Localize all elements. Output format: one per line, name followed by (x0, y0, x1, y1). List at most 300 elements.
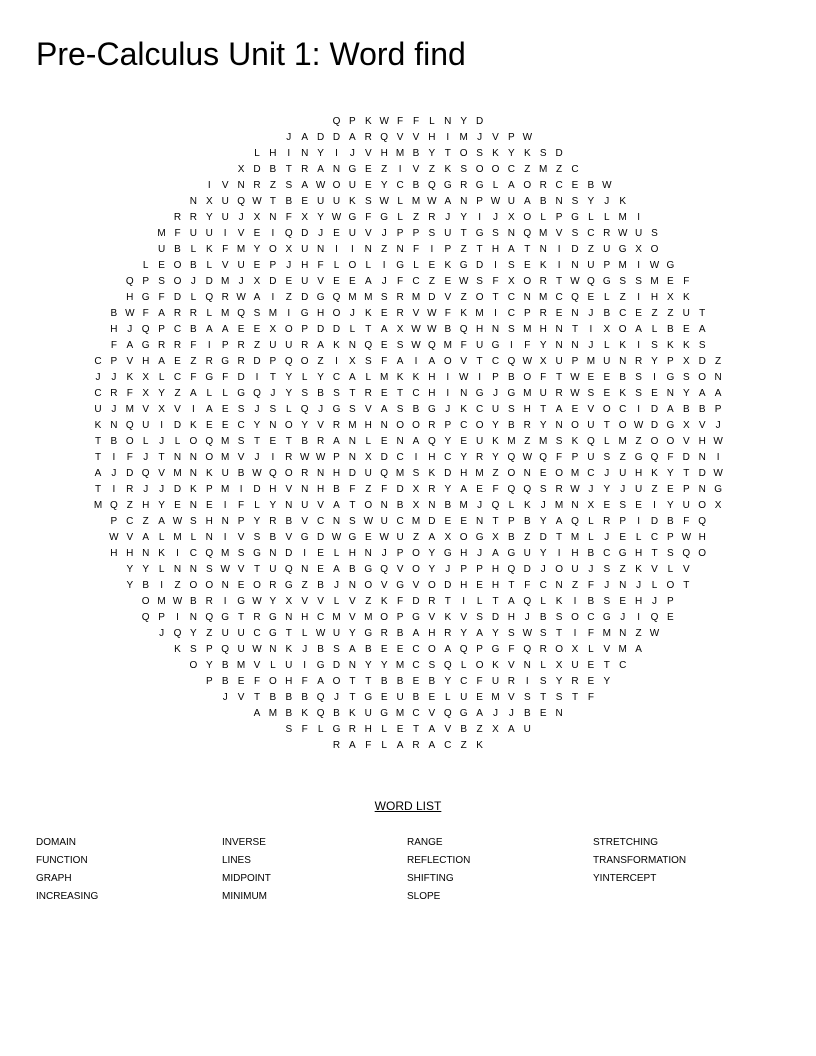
grid-letter: M (221, 452, 230, 463)
grid-letter: B (380, 676, 388, 687)
grid-letter: N (555, 340, 563, 351)
grid-letter: Q (125, 276, 134, 287)
grid-letter: N (555, 324, 563, 335)
grid-letter: X (412, 484, 420, 495)
grid-letter: S (667, 548, 674, 559)
grid-letter: F (126, 452, 133, 463)
grid-letter: L (254, 500, 260, 511)
grid-letter: I (637, 516, 640, 527)
grid-letter: K (174, 644, 181, 655)
grid-letter: J (540, 564, 546, 575)
grid-letter: I (414, 356, 418, 367)
grid-letter: U (332, 196, 341, 207)
grid-letter: V (126, 356, 134, 367)
grid-letter: P (333, 452, 340, 463)
grid-letter: E (221, 420, 229, 431)
grid-letter: Q (364, 340, 373, 351)
grid-letter: G (284, 580, 293, 591)
grid-row (0, 402, 816, 418)
grid-letter: O (698, 372, 707, 383)
grid-letter: J (254, 404, 260, 415)
grid-letter: R (555, 484, 563, 495)
grid-letter: U (269, 564, 277, 575)
grid-letter: I (112, 484, 116, 495)
grid-letter: N (189, 196, 197, 207)
grid-letter: A (333, 564, 340, 575)
grid-letter: B (523, 708, 531, 719)
grid-letter: M (475, 308, 484, 319)
grid-letter: J (493, 388, 498, 399)
grid-letter: A (444, 196, 452, 207)
grid-letter: C (587, 468, 595, 479)
grid-letter: Q (507, 484, 516, 495)
grid-letter: N (555, 196, 563, 207)
grid-letter: L (349, 324, 356, 335)
grid-letter: J (111, 404, 117, 415)
grid-letter: E (174, 356, 181, 367)
grid-letter: K (428, 468, 436, 479)
grid-letter: Y (142, 564, 150, 575)
grid-letter: I (430, 244, 434, 255)
grid-letter: O (555, 564, 563, 575)
grid-letter: P (571, 452, 579, 463)
grid-letter: Y (492, 628, 499, 639)
grid-letter: Q (523, 484, 532, 495)
grid-letter: Q (571, 292, 579, 303)
grid-letter: A (221, 324, 229, 335)
grid-letter: H (491, 244, 500, 255)
grid-letter: O (475, 164, 484, 175)
grid-letter: G (316, 660, 325, 671)
grid-letter: F (492, 484, 499, 495)
grid-letter: G (602, 276, 611, 287)
grid-row (0, 354, 816, 370)
grid-letter: I (255, 372, 259, 383)
grid-letter: Y (492, 420, 499, 431)
grid-letter: G (300, 308, 309, 319)
grid-letter: E (380, 308, 388, 319)
grid-letter: E (460, 516, 468, 527)
grid-letter: D (428, 516, 436, 527)
grid-letter: N (571, 500, 579, 511)
grid-letter: K (205, 468, 213, 479)
grid-letter: C (316, 516, 325, 527)
grid-letter: G (348, 532, 357, 543)
grid-letter: K (301, 708, 309, 719)
grid-letter: Q (650, 612, 659, 623)
grid-letter: A (635, 644, 642, 655)
grid-letter: O (269, 244, 277, 255)
grid-letter: T (556, 372, 563, 383)
grid-letter: R (205, 356, 213, 367)
grid-letter: K (460, 404, 468, 415)
grid-letter: O (348, 260, 357, 271)
grid-letter: J (318, 228, 324, 239)
grid-letter: V (508, 660, 515, 671)
grid-letter: I (287, 308, 291, 319)
grid-letter: E (651, 388, 658, 399)
grid-letter: B (364, 644, 372, 655)
grid-letter: S (412, 468, 420, 479)
word-list-item: STRETCHING (593, 837, 658, 848)
grid-letter: J (111, 372, 117, 383)
grid-letter: M (411, 516, 421, 527)
grid-row (0, 258, 816, 274)
grid-letter: H (634, 596, 643, 607)
grid-letter: U (332, 628, 341, 639)
grid-letter: P (396, 548, 404, 559)
grid-letter: P (396, 612, 404, 623)
grid-letter: N (475, 516, 484, 527)
grid-letter: U (348, 228, 356, 239)
grid-letter: N (396, 436, 404, 447)
grid-letter: F (524, 340, 531, 351)
grid-letter: G (364, 564, 373, 575)
grid-letter: D (253, 164, 261, 175)
grid-letter: X (285, 244, 293, 255)
grid-letter: C (126, 516, 134, 527)
grid-letter: C (555, 180, 563, 191)
grid-letter: I (160, 580, 163, 591)
grid-letter: L (651, 580, 658, 591)
grid-row (0, 210, 816, 226)
grid-row (0, 706, 816, 722)
grid-letter: U (619, 468, 627, 479)
grid-letter: W (602, 180, 612, 191)
grid-letter: A (126, 340, 134, 351)
grid-letter: J (604, 532, 610, 543)
grid-letter: C (396, 452, 404, 463)
grid-letter: Z (524, 532, 531, 543)
grid-letter: B (508, 532, 515, 543)
grid-letter: T (508, 580, 515, 591)
grid-letter: B (190, 596, 197, 607)
grid-letter: J (318, 404, 324, 415)
grid-letter: F (508, 644, 515, 655)
grid-letter: T (540, 404, 547, 415)
grid-letter: W (411, 324, 421, 335)
grid-letter: W (220, 564, 230, 575)
grid-letter: W (331, 212, 342, 223)
grid-row (0, 290, 816, 306)
grid-letter: O (428, 644, 436, 655)
grid-letter: Q (205, 548, 214, 559)
grid-letter: O (507, 468, 516, 479)
grid-letter: L (397, 212, 403, 223)
grid-letter: I (446, 132, 450, 143)
grid-letter: H (571, 548, 579, 559)
grid-letter: Y (460, 628, 468, 639)
grid-letter: V (221, 180, 229, 191)
grid-row (0, 130, 816, 146)
grid-letter: B (317, 644, 324, 655)
grid-letter: E (396, 724, 404, 735)
grid-letter: S (428, 228, 436, 239)
grid-letter: L (588, 532, 594, 543)
grid-letter: N (237, 180, 245, 191)
grid-row (0, 594, 816, 610)
grid-letter: W (617, 228, 628, 239)
grid-letter: K (635, 564, 642, 575)
grid-letter: Y (126, 564, 134, 575)
grid-row (0, 386, 816, 402)
grid-letter: S (539, 676, 547, 687)
grid-letter: X (396, 324, 404, 335)
grid-letter: W (633, 420, 644, 431)
grid-letter: G (443, 180, 452, 191)
grid-letter: R (126, 484, 134, 495)
grid-letter: A (412, 436, 420, 447)
grid-letter: F (381, 356, 388, 367)
grid-letter: B (396, 676, 404, 687)
grid-letter: N (523, 292, 531, 303)
grid-letter: Q (221, 644, 230, 655)
grid-letter: S (476, 148, 483, 159)
grid-letter: J (604, 196, 610, 207)
grid-letter: M (268, 308, 278, 319)
grid-letter: H (475, 324, 484, 335)
grid-letter: B (587, 596, 595, 607)
grid-letter: U (348, 180, 356, 191)
grid-letter: E (380, 644, 388, 655)
grid-letter: C (253, 628, 261, 639)
grid-letter: Z (619, 452, 626, 463)
grid-letter: Z (317, 356, 324, 367)
grid-letter: O (332, 180, 341, 191)
grid-letter: B (301, 436, 309, 447)
grid-letter: Q (539, 452, 548, 463)
grid-letter: I (573, 596, 577, 607)
grid-letter: M (173, 468, 182, 479)
grid-letter: T (269, 196, 276, 207)
grid-letter: P (221, 340, 229, 351)
grid-letter: U (94, 404, 102, 415)
grid-letter: M (332, 612, 341, 623)
grid-letter: S (349, 516, 356, 527)
grid-letter: M (459, 132, 468, 143)
grid-letter: P (301, 324, 309, 335)
grid-letter: E (476, 580, 483, 591)
grid-letter: I (414, 452, 418, 463)
grid-letter: A (205, 404, 213, 415)
grid-letter: U (301, 244, 309, 255)
grid-letter: G (459, 260, 468, 271)
grid-letter: R (316, 436, 325, 447)
grid-row (0, 578, 816, 594)
grid-letter: G (507, 388, 516, 399)
grid-letter: E (301, 196, 309, 207)
grid-letter: I (382, 260, 386, 271)
grid-letter: S (571, 228, 579, 239)
grid-letter: E (269, 436, 277, 447)
grid-letter: Q (507, 452, 516, 463)
grid-letter: D (332, 132, 341, 143)
grid-letter: G (507, 548, 516, 559)
grid-letter: A (635, 324, 642, 335)
grid-letter: V (221, 260, 229, 271)
grid-letter: C (237, 420, 245, 431)
grid-letter: M (554, 500, 564, 511)
grid-letter: L (142, 436, 149, 447)
grid-letter: I (112, 452, 116, 463)
grid-letter: E (539, 468, 547, 479)
grid-letter: T (94, 452, 102, 463)
grid-letter: O (475, 292, 484, 303)
grid-letter: N (460, 196, 468, 207)
grid-letter: N (428, 500, 436, 511)
grid-letter: W (522, 628, 533, 639)
grid-letter: O (412, 420, 420, 431)
grid-letter: L (540, 596, 546, 607)
word-list-item: YINTERCEPT (593, 873, 657, 884)
grid-letter: B (667, 516, 674, 527)
grid-letter: J (127, 324, 133, 335)
grid-letter: B (619, 372, 627, 383)
grid-letter: U (555, 356, 563, 367)
grid-letter: J (477, 548, 483, 559)
grid-letter: I (303, 548, 307, 559)
grid-letter: J (588, 564, 594, 575)
grid-letter: H (205, 516, 213, 527)
grid-letter: B (396, 628, 404, 639)
grid-letter: B (428, 676, 436, 687)
grid-letter: N (555, 580, 563, 591)
grid-letter: U (491, 676, 500, 687)
grid-letter: I (239, 484, 243, 495)
grid-letter: N (364, 548, 372, 559)
grid-letter: Y (539, 548, 547, 559)
grid-letter: B (444, 324, 452, 335)
grid-letter: Y (603, 484, 611, 495)
grid-letter: N (523, 468, 531, 479)
grid-letter: C (396, 516, 404, 527)
grid-letter: F (540, 372, 547, 383)
grid-letter: V (682, 564, 690, 575)
grid-letter: R (157, 340, 166, 351)
grid-letter: J (349, 148, 355, 159)
grid-letter: A (508, 596, 515, 607)
grid-letter: V (285, 484, 293, 495)
grid-letter: J (270, 388, 276, 399)
grid-letter: A (698, 324, 706, 335)
grid-letter: N (189, 500, 197, 511)
grid-letter: A (317, 676, 324, 687)
grid-letter: Z (492, 468, 499, 479)
grid-letter: X (158, 404, 165, 415)
grid-letter: F (365, 212, 372, 223)
grid-letter: J (588, 340, 594, 351)
word-list-item: FUNCTION (36, 855, 88, 866)
grid-letter: Q (316, 692, 325, 703)
grid-letter: F (397, 596, 404, 607)
grid-letter: S (476, 612, 483, 623)
grid-letter: K (190, 420, 197, 431)
grid-letter: U (460, 692, 468, 703)
grid-letter: M (539, 292, 548, 303)
grid-letter: X (349, 356, 356, 367)
grid-letter: Z (174, 580, 181, 591)
grid-row (0, 450, 816, 466)
grid-letter: R (253, 612, 261, 623)
page-title: Pre-Calculus Unit 1: Word find (36, 36, 466, 72)
grid-letter: H (460, 468, 468, 479)
word-list-item: TRANSFORMATION (593, 855, 687, 866)
grid-letter: P (508, 516, 515, 527)
grid-letter: I (478, 372, 481, 383)
grid-letter: B (269, 164, 277, 175)
word-list-item: LINES (222, 855, 251, 866)
grid-letter: L (333, 596, 340, 607)
grid-letter: M (395, 660, 405, 671)
grid-letter: F (460, 340, 467, 351)
grid-letter: I (557, 260, 561, 271)
word-search-grid (0, 114, 816, 754)
grid-letter: T (492, 292, 499, 303)
grid-letter: S (508, 628, 515, 639)
grid-letter: T (285, 436, 292, 447)
grid-letter: R (428, 484, 436, 495)
grid-letter: M (618, 212, 627, 223)
grid-letter: T (349, 692, 356, 703)
grid-row (0, 194, 816, 210)
grid-letter: J (445, 404, 451, 415)
grid-letter: A (142, 532, 150, 543)
grid-letter: F (683, 276, 690, 287)
grid-letter: M (491, 692, 500, 703)
grid-letter: E (380, 388, 388, 399)
grid-row (0, 738, 816, 754)
grid-letter: P (412, 228, 420, 239)
grid-letter: R (380, 628, 388, 639)
grid-letter: S (603, 564, 611, 575)
grid-letter: L (397, 196, 403, 207)
grid-letter: Y (158, 388, 165, 399)
grid-letter: F (222, 244, 229, 255)
grid-letter: F (476, 676, 483, 687)
grid-letter: J (254, 452, 260, 463)
grid-letter: I (335, 244, 338, 255)
grid-letter: F (238, 500, 245, 511)
grid-letter: F (301, 724, 308, 735)
grid-letter: I (637, 212, 640, 223)
grid-letter: Z (715, 356, 722, 367)
grid-letter: J (334, 580, 339, 591)
grid-letter: T (556, 276, 563, 287)
grid-letter: J (190, 276, 196, 287)
grid-letter: S (428, 660, 436, 671)
grid-letter: E (158, 260, 165, 271)
grid-letter: G (316, 292, 325, 303)
grid-letter: R (603, 516, 611, 527)
grid-letter: G (475, 228, 484, 239)
grid-letter: L (190, 292, 197, 303)
grid-letter: D (332, 660, 341, 671)
grid-letter: M (411, 292, 421, 303)
grid-letter: A (508, 244, 515, 255)
grid-letter: E (174, 500, 181, 511)
grid-letter: T (651, 548, 658, 559)
grid-letter: W (252, 596, 262, 607)
grid-letter: V (698, 420, 706, 431)
grid-letter: R (173, 212, 182, 223)
grid-letter: H (491, 580, 500, 591)
grid-letter: L (604, 436, 610, 447)
grid-letter: T (492, 596, 499, 607)
grid-letter: P (555, 212, 563, 223)
grid-letter: S (237, 404, 245, 415)
grid-letter: V (349, 612, 356, 623)
grid-letter: F (317, 260, 324, 271)
